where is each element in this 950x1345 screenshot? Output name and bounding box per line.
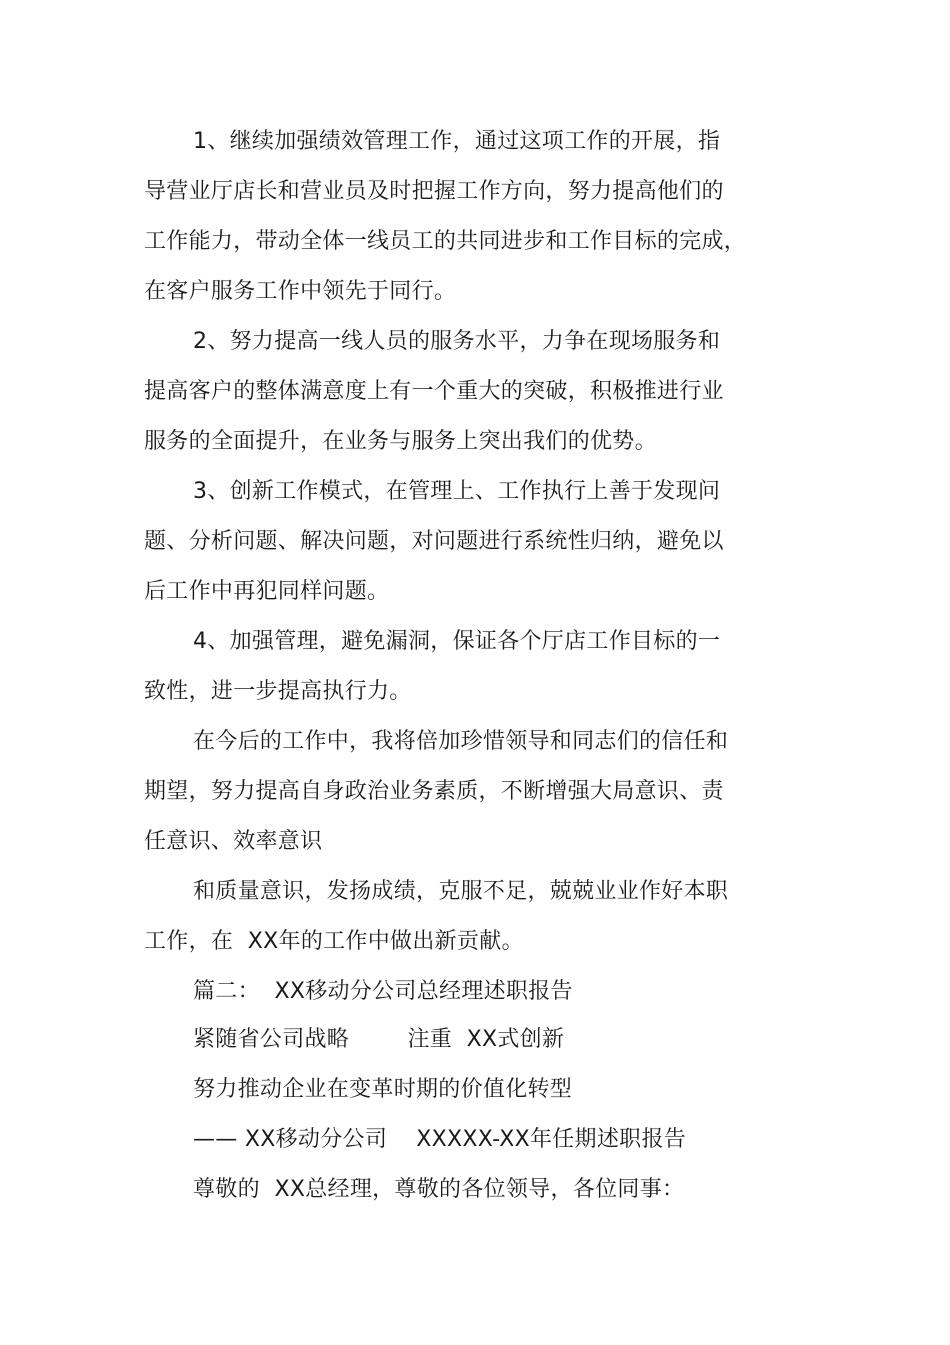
report-subtitle: —— XX移动分公司 XXXXX-XX年任期述职报告 bbox=[193, 1127, 687, 1152]
text-line: 任意识、效率意识 bbox=[144, 829, 323, 854]
text-line: 期望，努力提高自身政治业务素质，不断增强大局意识、责 bbox=[144, 779, 724, 804]
text-line: 导营业厅店长和营业员及时把握工作方向，努力提高他们的 bbox=[144, 179, 724, 204]
text-line: 4、加强管理，避免漏洞，保证各个厅店工作目标的一 bbox=[193, 629, 721, 654]
text-line: 1、继续加强绩效管理工作，通过这项工作的开展，指 bbox=[193, 129, 721, 154]
text-line: 服务的全面提升，在业务与服务上突出我们的优势。 bbox=[144, 429, 657, 454]
text-line: 和质量意识，发扬成绩，克服不足，兢兢业业作好本职 bbox=[193, 879, 729, 904]
report-title-line: 紧随省公司战略 注重 XX式创新 bbox=[193, 1027, 565, 1052]
text-line: 工作，在 XX年的工作中做出新贡献。 bbox=[144, 929, 524, 954]
salutation: 尊敬的 XX总经理，尊敬的各位领导，各位同事： bbox=[193, 1177, 685, 1202]
text-line: 在今后的工作中，我将倍加珍惜领导和同志们的信任和 bbox=[193, 729, 729, 754]
text-line: 工作能力，带动全体一线员工的共同进步和工作目标的完成， bbox=[144, 229, 747, 254]
text-line: 题、分析问题、解决问题，对问题进行系统性归纳，避免以 bbox=[144, 529, 724, 554]
section-heading: 篇二： XX移动分公司总经理述职报告 bbox=[193, 979, 573, 1004]
text-line: 3、创新工作模式，在管理上、工作执行上善于发现问 bbox=[193, 479, 721, 504]
report-title-line: 努力推动企业在变革时期的价值化转型 bbox=[193, 1077, 573, 1102]
text-line: 2、努力提高一线人员的服务水平，力争在现场服务和 bbox=[193, 329, 721, 354]
text-line: 提高客户的整体满意度上有一个重大的突破，积极推进行业 bbox=[144, 379, 724, 404]
text-line: 后工作中再犯同样问题。 bbox=[144, 579, 390, 604]
text-line: 在客户服务工作中领先于同行。 bbox=[144, 279, 457, 304]
text-line: 致性，进一步提高执行力。 bbox=[144, 679, 412, 704]
